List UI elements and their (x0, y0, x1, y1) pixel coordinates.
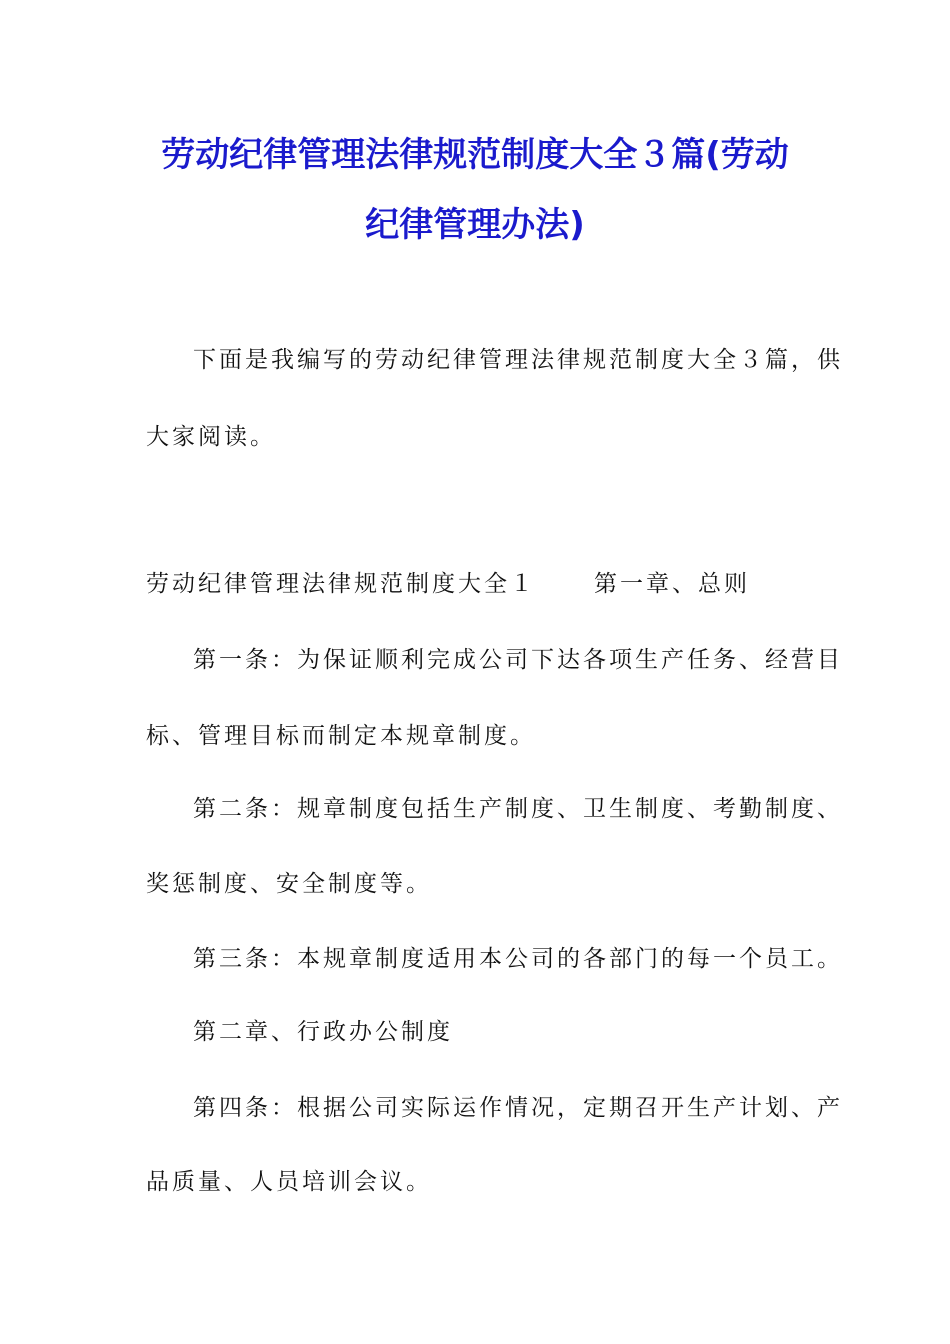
intro-paragraph-line-1: 下面是我编写的劳动纪律管理法律规范制度大全３篇，供 (193, 347, 843, 373)
document-title-line-2: 纪律管理办法) (365, 205, 585, 245)
intro-paragraph-line-2: 大家阅读。 (146, 424, 276, 450)
document-title-line-1: 劳动纪律管理法律规范制度大全３篇(劳动 (161, 135, 789, 175)
article-3-line-1: 第三条：本规章制度适用本公司的各部门的每一个员工。 (193, 946, 843, 972)
chapter-2-heading: 第二章、行政办公制度 (193, 1019, 453, 1045)
article-2-line-2: 奖惩制度、安全制度等。 (146, 871, 432, 897)
section-heading-row (146, 570, 750, 598)
chapter-1-heading: 第一章、总则 (594, 571, 750, 597)
article-1-line-1: 第一条：为保证顺利完成公司下达各项生产任务、经营目 (193, 647, 843, 673)
article-4-line-2: 品质量、人员培训会议。 (146, 1169, 432, 1195)
article-1-line-2: 标、管理目标而制定本规章制度。 (146, 723, 536, 749)
section-heading: 劳动纪律管理法律规范制度大全１ (146, 571, 536, 597)
article-4-line-1: 第四条：根据公司实际运作情况，定期召开生产计划、产 (193, 1095, 843, 1121)
article-2-line-1: 第二条：规章制度包括生产制度、卫生制度、考勤制度、 (193, 796, 843, 822)
